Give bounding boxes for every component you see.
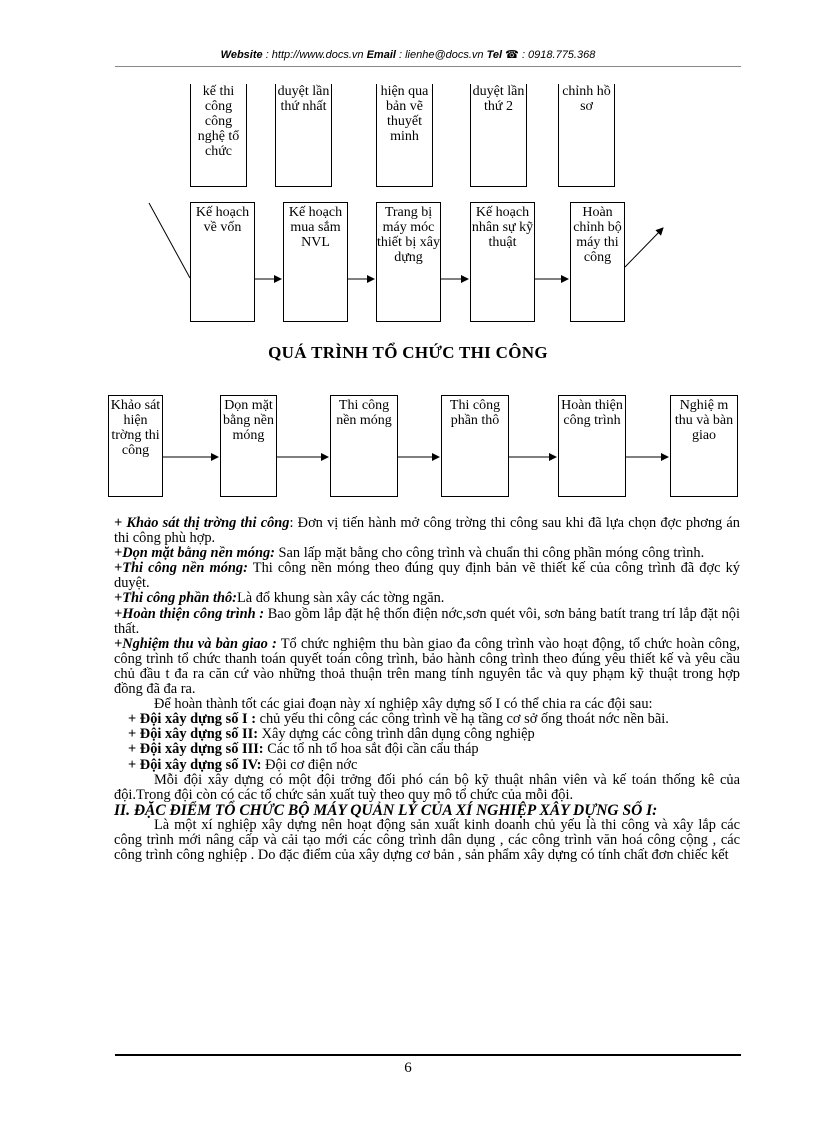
paragraph-clearing-heading: +Dọn mặt bằng nền móng: <box>114 545 275 562</box>
paragraph-survey-text: : Đơn vị tiến hành mở công trờng thi công sau khi đã lựa chọn đợc phơng án thi công phù hợp. <box>114 515 740 547</box>
arrow-outgoing-diagonal <box>625 228 663 267</box>
paragraph-foundation-text: Thi công nền móng theo đúng quy định bản vẽ thiết kế của công trình đã đợc ký duyệt. <box>114 560 740 592</box>
process-box-rough: Thi công phần thô <box>441 395 509 497</box>
website-url[interactable]: : http://www.docs.vn <box>265 49 364 61</box>
team-3 <box>114 742 740 757</box>
top-box-1: kế thi công công nghệ tổ chức <box>190 84 247 187</box>
process-box-finishing: Hoàn thiện công trình <box>558 395 626 497</box>
paragraph-foundation <box>114 561 740 591</box>
email-label: Email <box>366 49 396 61</box>
top-box-2: duyệt lần thứ nhất <box>275 84 332 187</box>
body-text <box>114 516 740 863</box>
paragraph-acceptance-text: Tổ chức nghiệm thu bàn giao đa công trình vào hoạt động, tổ chức hoàn công, công trình tổ chức thanh toán quyết toán công trình, bảo hành công trình theo đúng yêu thiết kế và yêu cầu chủ đầu t đa ra căn cứ vào những thoả thuận trên mang tính nguyên tắc và quy phạm kỹ thuật trong hợp đồng đã đa ra. <box>114 635 740 698</box>
paragraph-clearing <box>114 546 740 561</box>
paragraph-teams-intro: Để hoàn thành tốt các giai đoạn này xí nghiệp xây dựng số I có thể chia ra các đội sau: <box>154 696 653 713</box>
team-2-text: Xây dựng các công trình dân dụng công nghiệp <box>258 726 535 743</box>
process-box-foundation: Thi công nền móng <box>330 395 398 497</box>
team-3-heading: + Đội xây dựng số III: <box>128 741 264 758</box>
team-4-text: Đội cơ điện nớc <box>261 756 358 773</box>
diagram-connectors <box>0 0 816 520</box>
team-1 <box>114 712 740 727</box>
paragraph-foundation-heading: +Thi công nền móng: <box>114 560 248 577</box>
plan-box-finalize: Hoàn chỉnh bộ máy thi công <box>570 202 625 322</box>
paragraph-rough-heading: +Thi công phần thô: <box>114 590 237 607</box>
paragraph-team-structure: Mỗi đội xây dựng có một đội trởng đối phó cán bộ kỹ thuật nhân viên và kế toán thống kê của đội.Trong đội còn có các tổ chức sản xuất tuỳ theo quy mô tổ chức của mỗi đội. <box>114 771 740 803</box>
team-4-heading: + Đội xây dựng số IV: <box>128 756 262 773</box>
team-1-heading: + Đội xây dựng số I : <box>128 711 256 728</box>
tel-value: : 0918.775.368 <box>521 49 596 61</box>
paragraph-survey-heading: + Khảo sát thị trờng thi công <box>114 515 290 531</box>
team-3-text: Các tổ nh tổ hoa sắt đội cần cẩu tháp <box>263 741 479 758</box>
top-box-5: chỉnh hồ sơ <box>558 84 615 187</box>
tel-label: Tel <box>486 49 503 61</box>
incoming-diagonal-line <box>149 203 190 278</box>
top-box-4: duyệt lần thứ 2 <box>470 84 527 187</box>
paragraph-finishing <box>114 607 740 637</box>
website-label: Website <box>220 49 263 61</box>
plan-box-equipment: Trang bị máy móc thiết bị xây dựng <box>376 202 441 322</box>
page-number: 6 <box>404 1060 412 1076</box>
paragraph-clearing-text: San lấp mặt bằng cho công trình và chuẩn thi công phần móng công trình. <box>274 545 705 562</box>
paragraph-finishing-heading: +Hoàn thiện công trình : <box>114 605 265 622</box>
email-value[interactable]: : lienhe@docs.vn <box>399 49 484 61</box>
team-2 <box>114 727 740 742</box>
plan-box-materials: Kế hoạch mua sắm NVL <box>283 202 348 322</box>
section-2-heading: II. ĐẶC ĐIỂM TỔ CHỨC BỘ MÁY QUẢN LÝ CỦA XÍ NGHIỆP XÂY DỰNG SỐ I: <box>114 801 658 819</box>
team-2-heading: + Đội xây dựng số II: <box>128 726 258 743</box>
paragraph-acceptance-heading: +Nghiệm thu và bàn giao : <box>114 635 277 652</box>
paragraph-rough <box>114 591 740 606</box>
process-box-survey: Khảo sát hiện trờng thi công <box>108 395 163 497</box>
process-box-clearing: Dọn mặt bằng nền móng <box>220 395 277 497</box>
plan-box-capital: Kế hoạch về vốn <box>190 202 255 322</box>
team-4 <box>114 758 740 773</box>
phone-icon: ☎ <box>505 49 519 61</box>
footer-divider <box>115 1054 741 1056</box>
top-box-3: hiện qua bản vẽ thuyết minh <box>376 84 433 187</box>
paragraph-acceptance <box>114 637 740 697</box>
section-title: QUÁ TRÌNH TỔ CHỨC THI CÔNG <box>268 343 548 362</box>
paragraph-rough-text: Là đổ khung sàn xây các tờng ngăn. <box>236 590 445 607</box>
paragraph-finishing-text: Bao gồm lắp đặt hệ thốn điện nớc,sơn quét vôi, sơn bảng batít trang trí lắp đặt nội thất. <box>114 605 740 637</box>
plan-box-personnel: Kế hoạch nhân sự kỹ thuật <box>470 202 535 322</box>
paragraph-enterprise: Là một xí nghiệp xây dựng nên hoạt động sản xuất kinh doanh chủ yếu là thi công và xây lắp các công trình mới nâng cấp và cải tạo mới các công trình dân dụng , các công trình văn hoá công cộng , các công trình công nghiệp . Do đặc điểm của xây dựng cơ bản , sản phẩm xây dựng có tính chất đơn chiếc kết <box>114 816 740 863</box>
team-1-text: chủ yếu thi công các công trình về hạ tầng cơ sở ống thoát nớc nền bãi. <box>255 711 669 728</box>
paragraph-survey <box>114 516 740 546</box>
process-box-acceptance: Nghiệ m thu và bàn giao <box>670 395 738 497</box>
